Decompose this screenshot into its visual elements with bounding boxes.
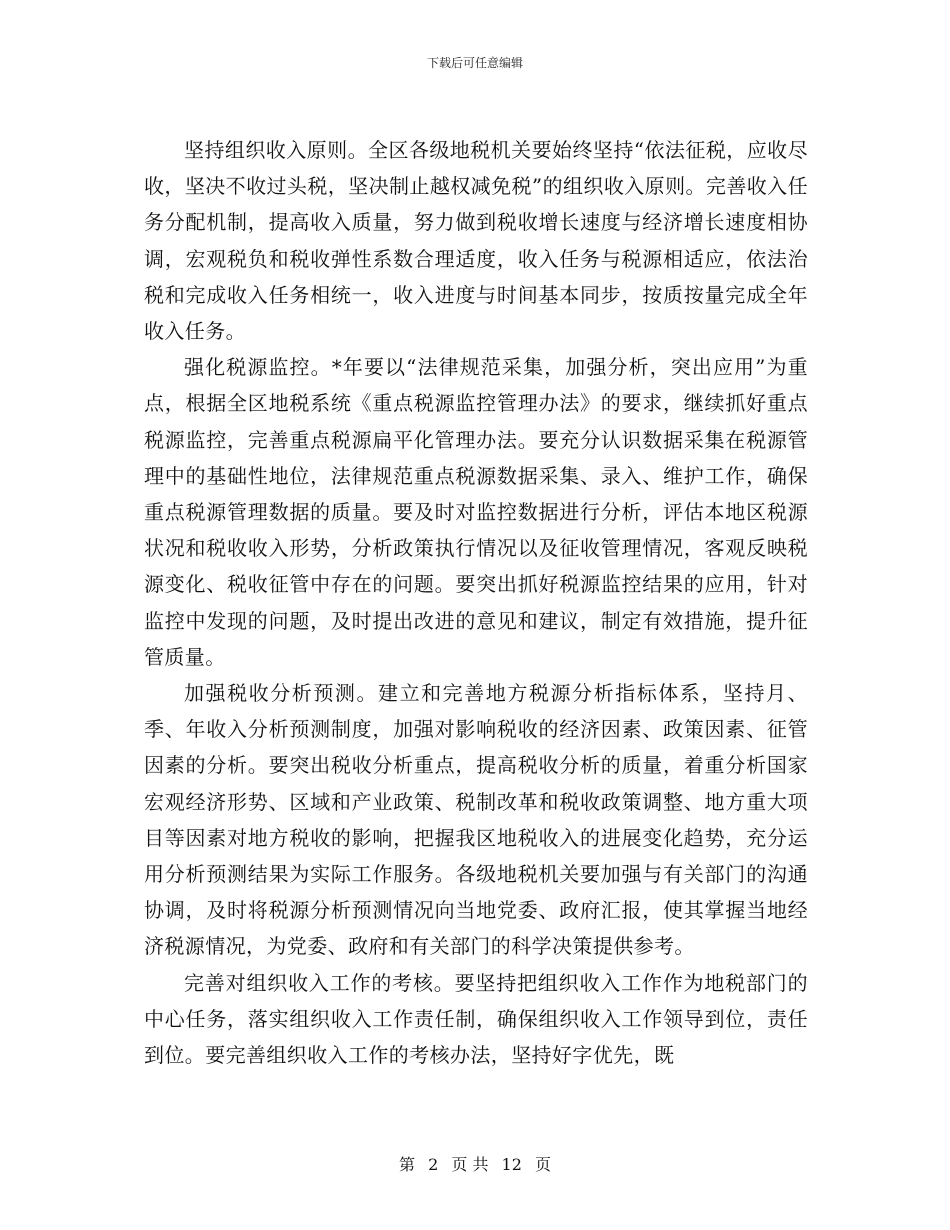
page-footer <box>0 1152 950 1175</box>
current-page-number: 2 <box>428 1155 439 1174</box>
page-header: 下载后可任意编辑 <box>426 56 523 70</box>
paragraph-revenue-assessment: 完善对组织收入工作的考核。要坚持把组织收入工作作为地税部门的中心任务，落实组织收入工作责任制，确保组织收入工作领导到位，责任到位。要完善组织收入工作的考核办法，坚持好字优先，既 <box>144 970 808 1068</box>
paragraph-tax-source-monitoring: 强化税源监控。*年要以“法律规范采集，加强分析，突出应用”为重点，根据全区地税系统《重点税源监控管理办法》的要求，继续抓好重点税源监控，完善重点税源扁平化管理办法。要充分认识数据采集在税源管理中的基础性地位，法律规范重点税源数据采集、录入、维护工作，确保重点税源管理数据的质量。要及时对监控数据进行分析，评估本地区税源状况和税收收入形势，分析政策执行情况以及征收管理情况，客观反映税源变化、税收征管中存在的问题。要突出抓好税源监控结果的应用，针对监控中发现的问题，及时提出改进的意见和建议，制定有效措施，提升征管质量。 <box>144 355 808 669</box>
paragraph-tax-analysis-forecast: 加强税收分析预测。建立和完善地方税源分析指标体系，坚持月、季、年收入分析预测制度，加强对影响税收的经济因素、政策因素、征管因素的分析。要突出税收分析重点，提高税收分析的质量，着重分析国家宏观经济形势、区域和产业政策、税制改革和税收政策调整、地方重大项目等因素对地方税收的影响，把握我区地税收入的进展变化趋势，充分运用分析预测结果为实际工作服务。各级地税机关要加强与有关部门的沟通协调，及时将税源分析预测情况向当地党委、政府汇报，使其掌握当地经济税源情况，为党委、政府和有关部门的科学决策提供参考。 <box>144 681 808 959</box>
page-number-prefix: 第 <box>398 1155 415 1174</box>
paragraph-revenue-principle: 坚持组织收入原则。全区各级地税机关要始终坚持“依法征税，应收尽收，坚决不收过头税，坚决制止越权减免税”的组织收入原则。完善收入任务分配机制，提高收入质量，努力做到税收增长速度与经济增长速度相协调，宏观税负和税收弹性系数合理适度，收入任务与税源相适应，依法治税和完成收入任务相统一，收入进度与时间基本同步，按质按量完成全年收入任务。 <box>144 138 808 344</box>
document-body <box>144 132 808 1073</box>
page-number-middle: 页 共 <box>451 1155 489 1174</box>
page-number-suffix: 页 <box>535 1155 552 1174</box>
total-page-count: 12 <box>501 1155 522 1174</box>
